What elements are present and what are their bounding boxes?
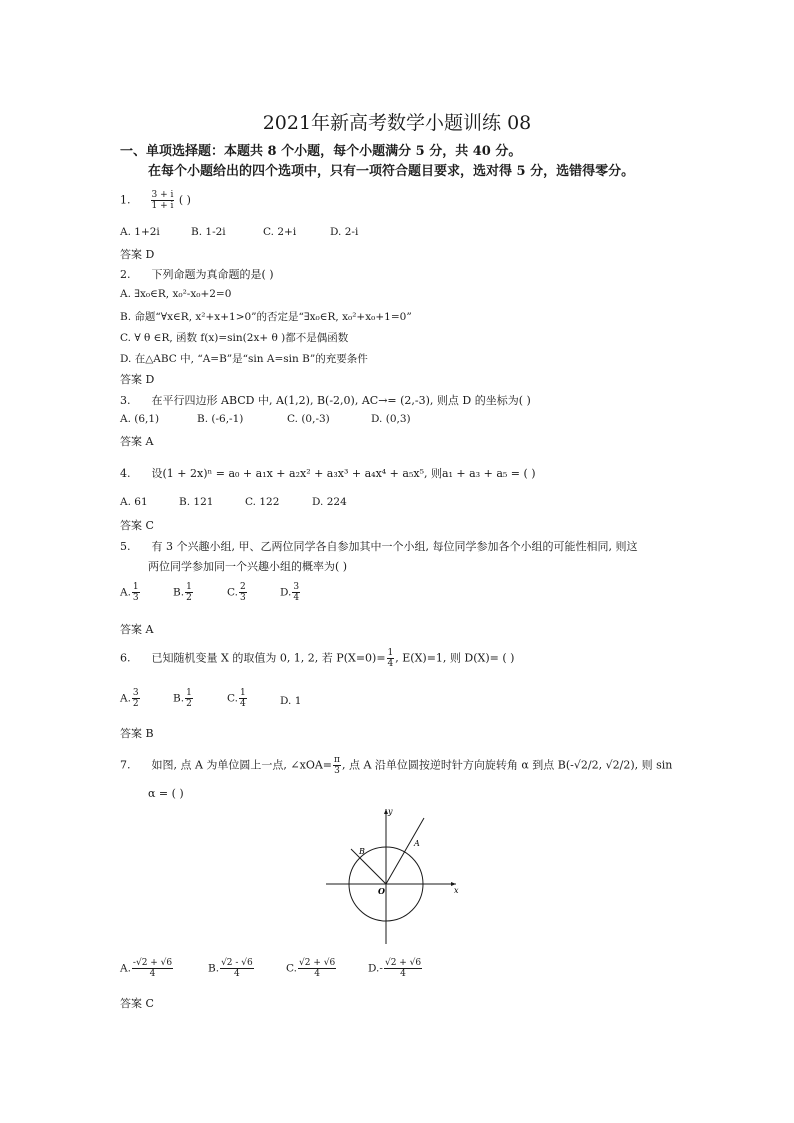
answer: 答案 C: [120, 519, 154, 532]
option-a: A. (6,1): [120, 413, 160, 425]
fraction: $\frac{1}{4}$: [240, 688, 246, 709]
option-b: B. $\frac{1}{2}$: [173, 688, 192, 709]
answer: 答案 A: [120, 435, 154, 448]
unit-circle-diagram: [326, 804, 466, 946]
option-d: D. 2-i: [330, 226, 359, 238]
option-d: D. 224: [312, 496, 347, 508]
option-c: C. ∀ θ ∈R, 函数 f(x)=sin(2x+ θ )都不是偶函数: [120, 332, 349, 344]
question-1: 1. $\frac{3 + i}{1 + i}$ ( ): [120, 190, 191, 211]
option-a: A. 61: [120, 496, 148, 508]
option-d: D. 1: [280, 695, 302, 707]
question-4: 4. 设(1 + 2x)ⁿ = a₀ + a₁x + a₂x² + a₃x³ + a₄x⁴ + a₅x⁵, 则a₁ + a₃ + a₅ = ( ): [120, 467, 536, 480]
fraction: $\frac{3 + i}{1 + i}$: [151, 190, 174, 211]
option-c: C. 2+i: [263, 226, 297, 238]
option-b: B. 命题“∀x∈R, x²+x+1>0”的否定是“∃x₀∈R, x₀²+x₀+1=0”: [120, 311, 412, 323]
fraction: $\frac{√2 - √6}{4}$: [221, 958, 253, 979]
question-5: 5. 有 3 个兴趣小组, 甲、乙两位同学各自参加其中一个小组, 每位同学参加各个小组的可能性相同, 则这: [120, 540, 638, 553]
option-b: B. (-6,-1): [197, 413, 244, 425]
fraction: $\frac{2}{3}$: [240, 582, 246, 603]
point-a-label: A: [414, 839, 420, 848]
option-c: C. $\frac{2}{3}$: [227, 582, 246, 603]
fraction: $\frac{√2 + √6}{4}$: [299, 958, 336, 979]
question-7-line2: α = ( ): [148, 787, 184, 800]
answer: 答案 D: [120, 248, 155, 261]
option-d: D.- $\frac{√2 + √6}{4}$: [368, 958, 422, 979]
option-d: D. (0,3): [371, 413, 411, 425]
fraction: $\frac{1}{4}$: [387, 648, 394, 669]
page-title: 2021年新高考数学小题训练 08: [262, 112, 532, 134]
origin-label: O: [378, 886, 385, 896]
option-b: B. $\frac{√2 - √6}{4}$: [208, 958, 253, 979]
x-axis-label: x: [454, 886, 459, 895]
option-c: C. $\frac{√2 + √6}{4}$: [286, 958, 336, 979]
option-c: C. 122: [245, 496, 280, 508]
answer: 答案 C: [120, 997, 154, 1010]
option-c: C. (0,-3): [287, 413, 330, 425]
section-heading: 一、单项选择题：本题共 8 个小题，每个小题满分 5 分，共 40 分。: [120, 144, 522, 159]
option-a: A. $\frac{1}{3}$: [120, 582, 139, 603]
question-5-line2: 两位同学参加同一个兴趣小组的概率为( ): [148, 560, 348, 573]
answer: 答案 A: [120, 623, 154, 636]
question-3: 3. 在平行四边形 ABCD 中, A(1,2), B(-2,0), AC→= (2,-3), 则点 D 的坐标为( ): [120, 394, 531, 407]
section-instruction: 在每个小题给出的四个选项中，只有一项符合题目要求，选对得 5 分，选错得零分。: [148, 164, 635, 179]
point-b-coords: (-√2/2, √2/2): [565, 758, 635, 772]
option-a: A. $\frac{3}{2}$: [120, 688, 139, 709]
fraction: $\frac{3}{2}$: [132, 688, 139, 709]
fraction: $\frac{1}{2}$: [186, 582, 192, 603]
fraction: $\frac{3}{4}$: [293, 582, 300, 603]
fraction: $\frac{-√2 + √6}{4}$: [132, 958, 173, 979]
option-d: D. $\frac{3}{4}$: [280, 582, 300, 603]
option-c: C. $\frac{1}{4}$: [227, 688, 246, 709]
option-a: A. 1+2i: [120, 226, 160, 238]
question-number: 1.: [120, 193, 131, 207]
question-7: 7. 如图, 点 A 为单位圆上一点, ∠xOA= $\frac{\pi}{3}$ , 点 A 沿单位圆按逆时针方向旋转角 α 到点 B(-√2/2, √2/2), 则 sin: [120, 755, 673, 776]
fraction: $\frac{\pi}{3}$: [334, 755, 340, 776]
fraction: $\frac{√2 + √6}{4}$: [384, 958, 422, 979]
option-a: A. ∃x₀∈R, x₀²-x₀+2=0: [120, 288, 232, 300]
question-2: 2. 下列命题为真命题的是( ): [120, 268, 274, 281]
fraction: $\frac{1}{2}$: [186, 688, 192, 709]
fraction: $\frac{1}{3}$: [132, 582, 139, 603]
answer: 答案 D: [120, 373, 155, 386]
question-6: 6. 已知随机变量 X 的取值为 0, 1, 2, 若 P(X=0)= $\frac{1}{4}$ , E(X)=1, 则 D(X)= ( ): [120, 648, 515, 669]
option-b: B. $\frac{1}{2}$: [173, 582, 192, 603]
option-b: B. 121: [179, 496, 214, 508]
y-axis-label: y: [388, 807, 393, 816]
option-d: D. 在△ABC 中, “A=B”是“sin A=sin B”的充要条件: [120, 353, 368, 365]
option-b: B. 1-2i: [191, 226, 226, 238]
point-b-label: B: [359, 847, 365, 856]
answer: 答案 B: [120, 727, 154, 740]
option-a: A. $\frac{-√2 + √6}{4}$: [120, 958, 173, 979]
